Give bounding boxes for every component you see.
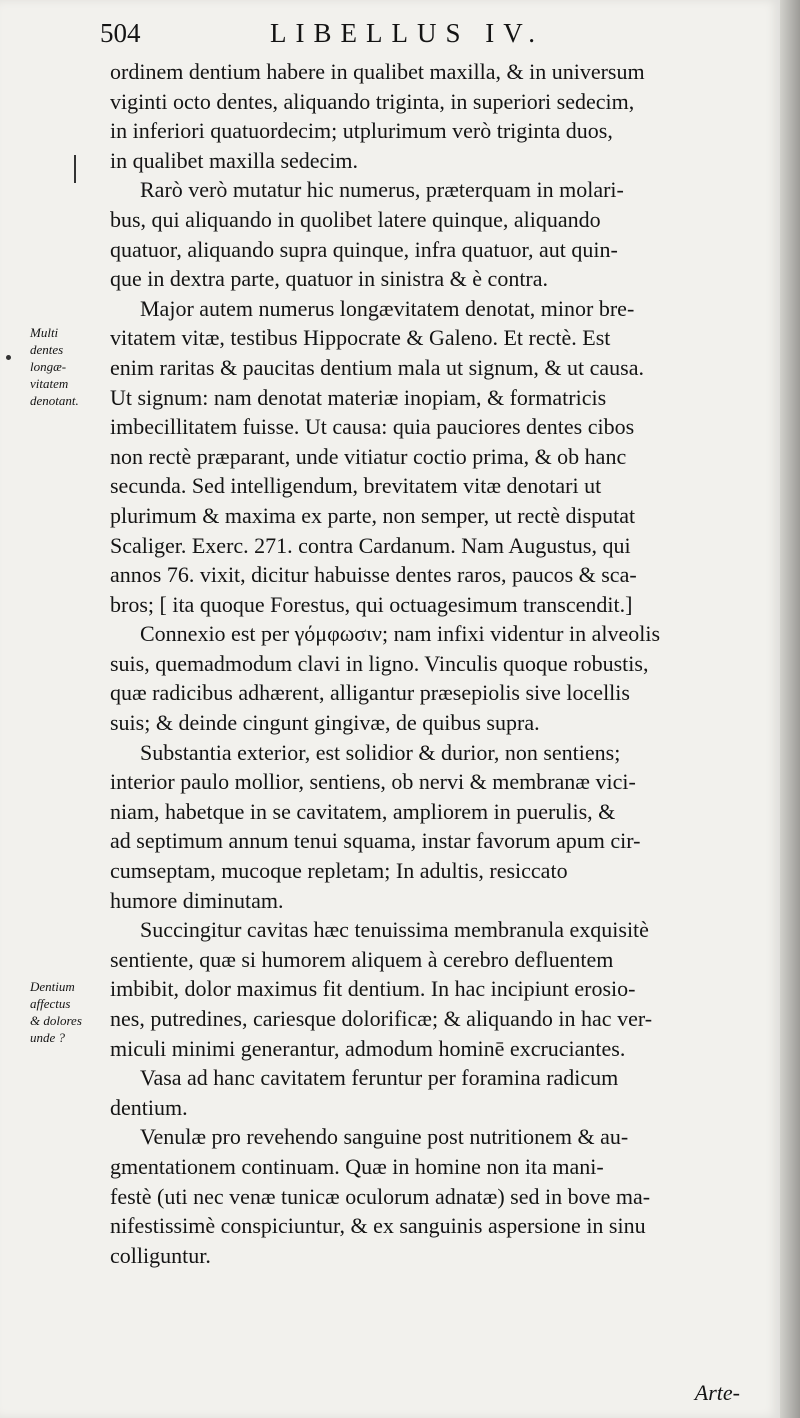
text-line: Vasa ad hanc cavitatem feruntur per foramina radicum: [140, 1065, 619, 1091]
text-line: Scaliger. Exerc. 271. contra Cardanum. Nam Augustus, qui: [110, 532, 631, 558]
text-line: in qualibet maxilla sedecim.: [110, 147, 359, 173]
running-title: LIBELLUS IV.: [270, 18, 544, 48]
body-text: [110, 57, 770, 1270]
text-line: Connexio est per γόμφωσιν; nam infixi videntur in alveolis: [140, 621, 661, 647]
text-line: vitatem vitæ, testibus Hippocrate & Galeno. Et rectè. Est: [110, 325, 611, 351]
text-line: bros; [ ita quoque Forestus, qui octuagesimum transcendit.]: [110, 591, 633, 617]
text-line: imbibit, dolor maximus fit dentium. In hac incipiunt erosio-: [110, 976, 636, 1002]
text-line: dentium.: [110, 1094, 188, 1120]
text-line: nes, putredines, cariesque dolorificæ; & aliquando in hac ver-: [110, 1006, 653, 1031]
sidenote-line: dentes: [30, 342, 64, 357]
text-line: Venulæ pro revehendo sanguine post nutritionem & au-: [140, 1124, 629, 1150]
text-line: humore diminutam.: [110, 887, 284, 913]
text-line: quæ radicibus adhærent, alligantur præsepiolis sive locellis: [110, 680, 630, 706]
text-line: nifestissimè conspiciuntur, & ex sanguinis aspersione in sinu: [110, 1213, 646, 1239]
text-line: Major autem numerus longævitatem denotat, minor bre-: [140, 295, 635, 321]
text-line: festè (uti nec venæ tunicæ oculorum adnatæ) sed in bove ma-: [110, 1183, 651, 1209]
sidenote-line: unde ?: [30, 1030, 66, 1045]
text-line: interior paulo mollior, sentiens, ob nervi & membranæ vici-: [110, 769, 636, 795]
sidenote-line: longæ-: [30, 359, 67, 374]
text-line: imbecillitatem fuisse. Ut causa: quia pauciores dentes cibos: [110, 414, 635, 440]
text-line: ordinem dentium habere in qualibet maxilla, & in universum: [110, 59, 645, 84]
text-line: suis; & deinde cingunt gingivæ, de quibus supra.: [110, 710, 540, 736]
text-line: suis, quemadmodum clavi in ligno. Vinculis quoque robustis,: [110, 650, 649, 676]
text-line: secunda. Sed intelligendum, brevitatem vitæ denotari ut: [110, 473, 602, 499]
text-line: plurimum & maxima ex parte, non semper, ut rectè disputat: [110, 502, 636, 528]
text-line: que in dextra parte, quatuor in sinistra & è contra.: [110, 266, 549, 292]
text-line: Ut signum: nam denotat materiæ inopiam, & formatricis: [110, 384, 607, 410]
sidenote-line: affectus: [30, 996, 71, 1011]
catchword: Arte-: [694, 1380, 740, 1405]
margin-bullet: [6, 355, 11, 360]
sidenote-line: vitatem: [30, 376, 69, 391]
page-number: 504: [100, 18, 141, 48]
sidenote-line: Dentium: [30, 979, 75, 994]
text-line: colliguntur.: [110, 1242, 211, 1268]
text-line: viginti octo dentes, aliquando triginta, in superiori sedecim,: [110, 88, 635, 114]
text-line: enim raritas & paucitas dentium mala ut signum, & ut causa.: [110, 354, 644, 380]
text-line: niam, habetque in se cavitatem, ampliorem in puerulis, &: [110, 798, 616, 824]
text-line: in inferiori quatuordecim; utplurimum verò triginta duos,: [110, 118, 613, 144]
text-line: non rectè præparant, unde vitiatur coctio prima, & ob hanc: [110, 443, 627, 469]
text-line: annos 76. vixit, dicitur habuisse dentes raros, paucos & sca-: [110, 562, 637, 588]
sidenote-line: Multi: [30, 325, 59, 340]
text-line: gmentationem continuam. Quæ in homine non ita mani-: [110, 1153, 604, 1179]
sidenote-line: denotant.: [30, 393, 79, 408]
page-header: [100, 18, 740, 58]
margin-mark: [74, 155, 76, 183]
text-line: ad septimum annum tenui squama, instar favorum apum cir-: [110, 828, 641, 854]
sidenote-longevity: [30, 324, 122, 409]
text-line: Succingitur cavitas hæc tenuissima membranula exquisitè: [140, 917, 649, 943]
text-line: sentiente, quæ si humorem aliquem à cerebro defluentem: [110, 946, 614, 972]
text-line: Substantia exterior, est solidior & durior, non sentiens;: [140, 739, 621, 765]
text-line: miculi minimi generantur, admodum hominē excruciantes.: [110, 1035, 626, 1061]
text-line: Rarò verò mutatur hic numerus, præterquam in molari-: [140, 177, 624, 203]
page-edge: [780, 0, 800, 1418]
sidenote-tooth-pain: [30, 978, 122, 1046]
text-line: cumseptam, mucoque repletam; In adultis, resiccato: [110, 858, 568, 884]
text-line: bus, qui aliquando in quolibet latere quinque, aliquando: [110, 206, 601, 232]
sidenote-line: & dolores: [30, 1013, 82, 1028]
text-line: quatuor, aliquando supra quinque, infra quatuor, aut quin-: [110, 236, 618, 262]
